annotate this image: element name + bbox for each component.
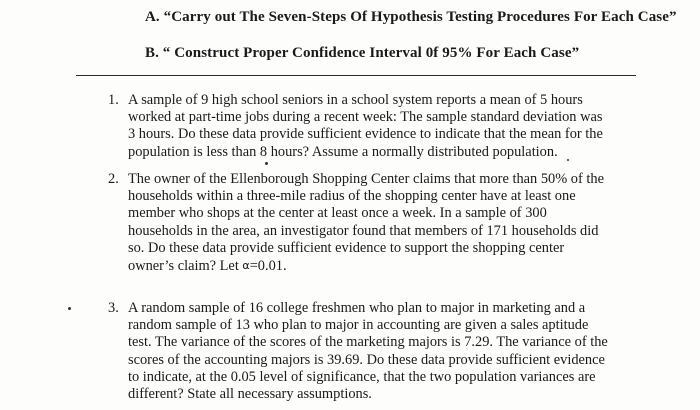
scan-speck: [567, 159, 569, 161]
question-text: A sample of 9 high school seniors in a school system reports a mean of 5 hours worked at part-time jobs during a recent week: The sample standard deviation was 3 hours. Do these data provide sufficient evidence to indicate that the mean for the population is less than 8 hours? Assume a normally distributed population.: [128, 92, 603, 160]
alpha-value: =0.01.: [249, 258, 287, 275]
question-text-main: The owner of the Ellenborough Shopping Center claims that more than 50% of the households within a three-mile radius of the shopping center have at least one member who shops at the center at least once a week. In a sample of 300 households in the area, an investigator found that members of 171 households did so. Do these data provide sufficient evidence to support the shopping center owner’s claim? Let: [128, 171, 604, 275]
question-number: 2.: [108, 171, 119, 187]
alpha-symbol: α: [242, 259, 250, 273]
question-text: A random sample of 16 college freshmen who plan to major in marketing and a random sample of 13 who plan to major in accounting are given a sales aptitude test. The variance of the scores of the marketing majors is 7.29. The variance of the scores of the accounting majors is 39.69. Do these data provide sufficient evidence to indicate, at the 0.05 level of significance, that the two population variances are different? State all necessary assumptions.: [128, 300, 608, 403]
question-text: [128, 171, 610, 275]
question-number: 1.: [108, 92, 119, 108]
question-number: 3.: [108, 300, 119, 316]
heading-confidence-interval: B. “ Construct Proper Confidence Interval 0f 95% For Each Case”: [145, 45, 580, 61]
scan-speck: [265, 162, 268, 165]
heading-hypothesis-testing: A. “Carry out The Seven-Steps Of Hypothesis Testing Procedures For Each Case”: [145, 9, 677, 25]
divider-line: [76, 75, 636, 76]
scan-speck: [68, 307, 71, 310]
